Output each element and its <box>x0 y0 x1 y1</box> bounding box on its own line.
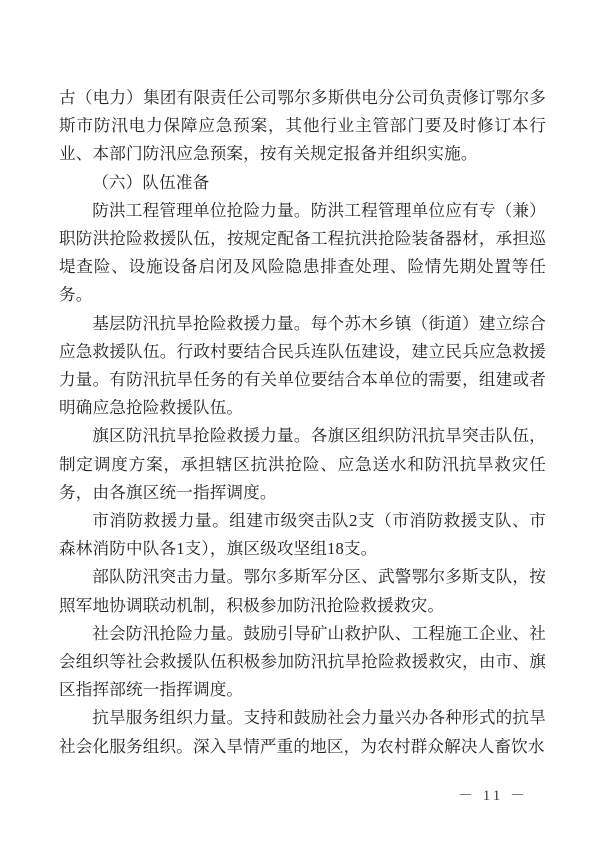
paragraph-drought-service-organizations: 抗旱服务组织力量。支持和鼓励社会力量兴办各种形式的抗旱社会化服务组织。深入旱情严重的地区，为农村群众解决人畜饮水 <box>59 708 546 756</box>
paragraph-fire-rescue-forces: 市消防救援力量。组建市级突击队2支（市消防救援支队、市森林消防中队各1支），旗区级攻坚组18支。 <box>59 511 546 559</box>
paragraph-banner-district-forces: 旗区防汛抗旱抢险救援力量。各旗区组织防汛抗旱突击队伍，制定调度方案，承担辖区抗洪抢险、应急送水和防汛抗旱救灾任务，由各旗区统一指挥调度。 <box>59 426 546 502</box>
paragraph-grassroots-rescue-forces: 基层防汛抗旱抢险救援力量。每个苏木乡镇（街道）建立综合应急救援队伍。行政村要结合民兵连队伍建设，建立民兵应急救援力量。有防汛抗旱任务的有关单位要结合本单位的需要，组建或者明确应急抢险救援队伍。 <box>59 313 546 418</box>
paragraph-military-forces: 部队防汛突击力量。鄂尔多斯军分区、武警鄂尔多斯支队，按照军地协调联动机制，积极参加防汛抢险救援救灾。 <box>59 567 546 615</box>
paragraph-continuation: 古（电力）集团有限责任公司鄂尔多斯供电分公司负责修订鄂尔多斯市防汛电力保障应急预案，其他行业主管部门要及时修订本行业、本部门防汛应急预案，按有关规定报备并组织实施。 <box>59 88 546 164</box>
paragraph-flood-engineering-forces: 防洪工程管理单位抢险力量。防洪工程管理单位应有专（兼）职防洪抢险救援队伍，按规定配备工程抗洪抢险装备器材，承担巡堤查险、设施设备启闭及风险隐患排查处理、险情先期处置等任务。 <box>59 200 546 305</box>
document-body <box>59 84 546 761</box>
paragraph-social-rescue-forces: 社会防汛抢险力量。鼓励引导矿山救护队、工程施工企业、社会组织等社会救援队伍积极参加防汛抗旱抢险救援救灾，由市、旗区指挥部统一指挥调度。 <box>59 623 546 700</box>
page-number: － 11 － <box>458 788 528 804</box>
section-heading: （六）队伍准备 <box>92 172 210 192</box>
